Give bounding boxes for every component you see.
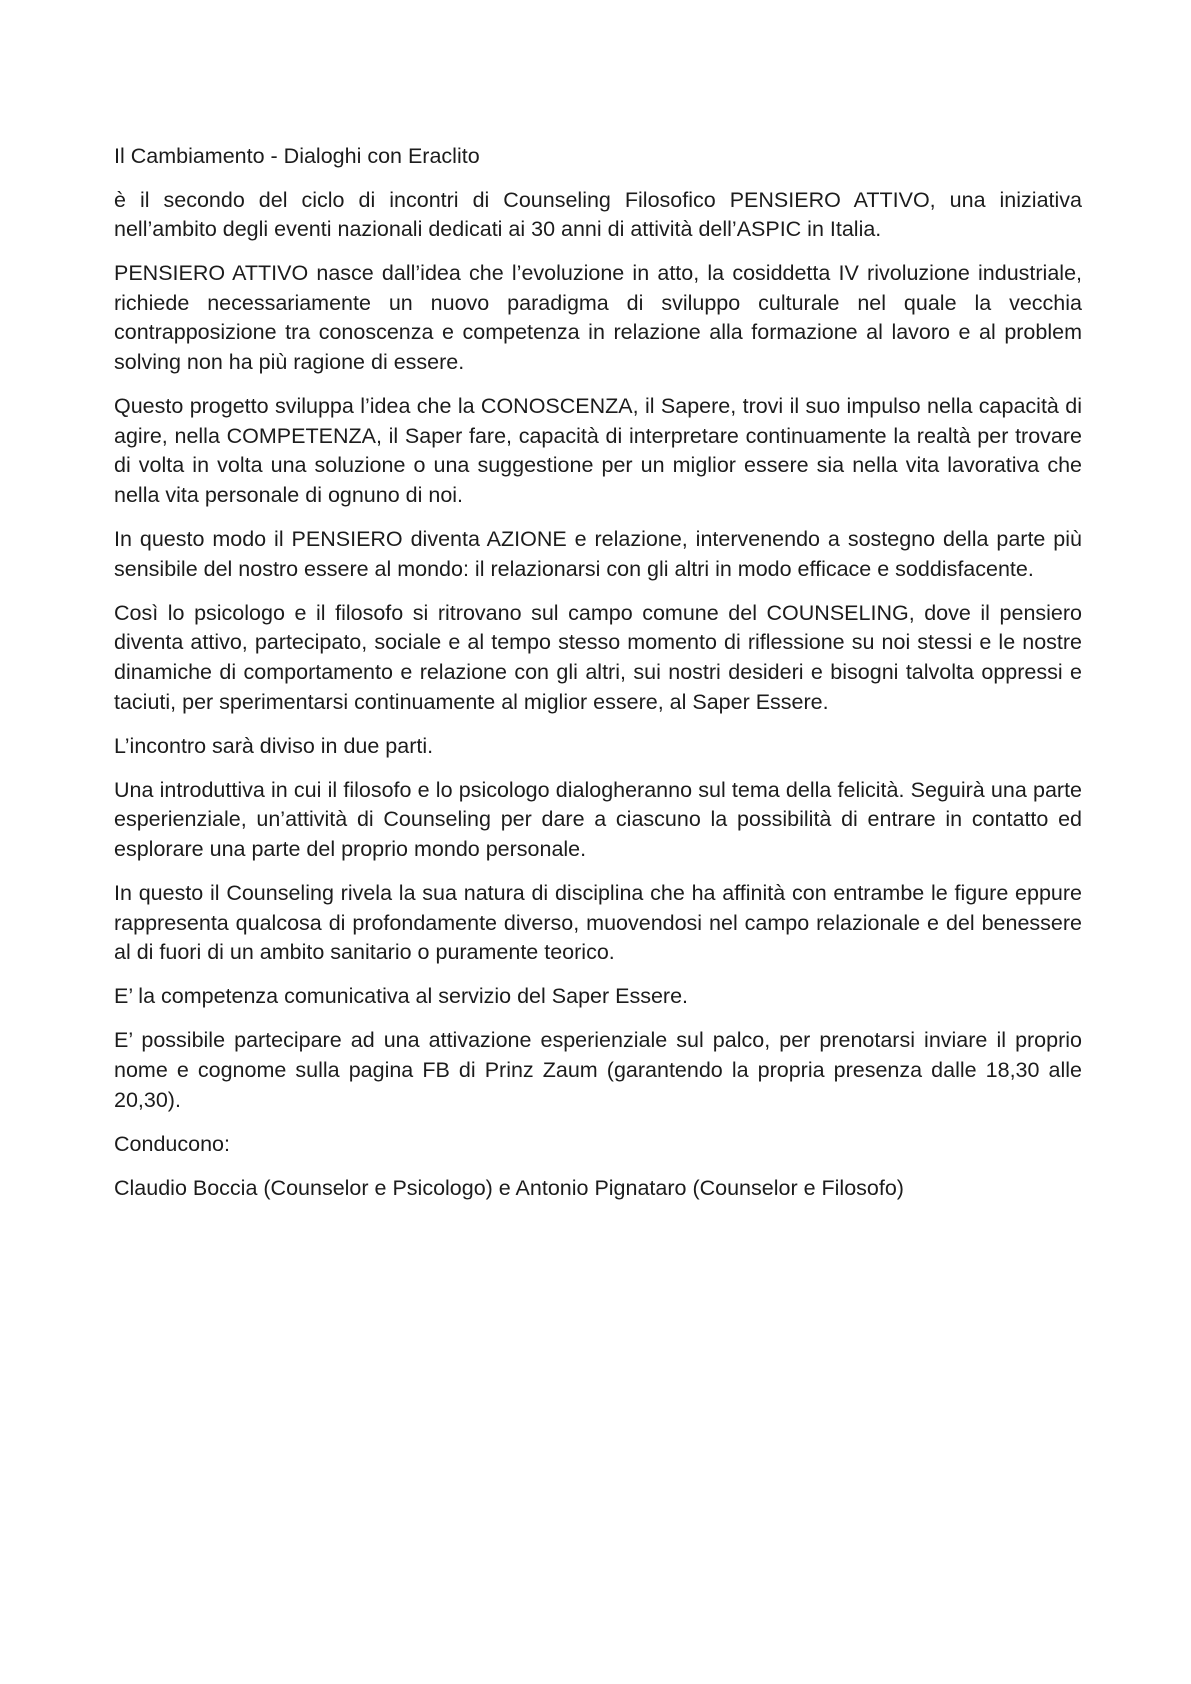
paragraph-disciplina: In questo il Counseling rivela la sua natura di disciplina che ha affinità con entrambe le figure eppure rappresenta qualcosa di profondamente diverso, muovendosi nel campo relazionale e del benessere al di fuori di un ambito sanitario o puramente teorico.: [114, 880, 1082, 965]
paragraph-incontro: L’incontro sarà diviso in due parti.: [114, 733, 434, 758]
paragraph-conducono: Conducono:: [114, 1131, 230, 1156]
paragraph-competenza: E’ la competenza comunicativa al servizio del Saper Essere.: [114, 984, 689, 1009]
paragraph-progetto: Questo progetto sviluppa l’idea che la CONOSCENZA, il Sapere, trovi il suo impulso nella capacità di agire, nella COMPETENZA, il Saper fare, capacità di interpretare continuamente la realtà per trovare di volta in volta una soluzione o una suggestione per un miglior essere sia nella vita lavorativa che nella vita personale di ognuno di noi.: [114, 394, 1082, 507]
paragraph-introduttiva: Una introduttiva in cui il filosofo e lo psicologo dialogheranno sul tema della felicità. Seguirà una parte esperienziale, un’attività di Counseling per dare a ciascuno la possibilità di entrare in contatto ed esplorare una parte del proprio mondo personale.: [114, 777, 1082, 861]
paragraph-counseling: Così lo psicologo e il filosofo si ritrovano sul campo comune del COUNSELING, dove il pensiero diventa attivo, partecipato, sociale e al tempo stesso momento di riflessione su noi stessi e le nostre dinamiche di comportamento e relazione con gli altri, sui nostri desideri e bisogni talvolta oppressi e taciuti, per sperimentarsi continuamente al miglior essere, al Saper Essere.: [114, 600, 1082, 714]
paragraph-conduttori: Claudio Boccia (Counselor e Psicologo) e Antonio Pignataro (Counselor e Filosofo): [114, 1175, 904, 1200]
paragraph-intro: è il secondo del ciclo di incontri di Counseling Filosofico PENSIERO ATTIVO, una iniziativa nell’ambito degli eventi nazionali dedicati ai 30 anni di attività dell’ASPIC in Italia.: [114, 187, 1082, 242]
document-body: [114, 142, 1082, 1218]
paragraph-partecipare: E’ possibile partecipare ad una attivazione esperienziale sul palco, per prenotarsi inviare il proprio nome e cognome sulla pagina FB di Prinz Zaum (garantendo la propria presenza dalle 18,30 alle 20,30).: [114, 1028, 1082, 1112]
paragraph-pensiero-attivo: PENSIERO ATTIVO nasce dall’idea che l’evoluzione in atto, la cosiddetta IV rivoluzione industriale, richiede necessariamente un nuovo paradigma di sviluppo culturale nel quale la vecchia contrapposizione tra conoscenza e competenza in relazione alla formazione al lavoro e al problem solving non ha più ragione di essere.: [114, 261, 1082, 375]
paragraph-pensiero-azione: In questo modo il PENSIERO diventa AZIONE e relazione, intervenendo a sostegno della parte più sensibile del nostro essere al mondo: il relazionarsi con gli altri in modo efficace e soddisfacente.: [114, 527, 1082, 581]
document-title: Il Cambiamento - Dialoghi con Eraclito: [114, 144, 480, 168]
